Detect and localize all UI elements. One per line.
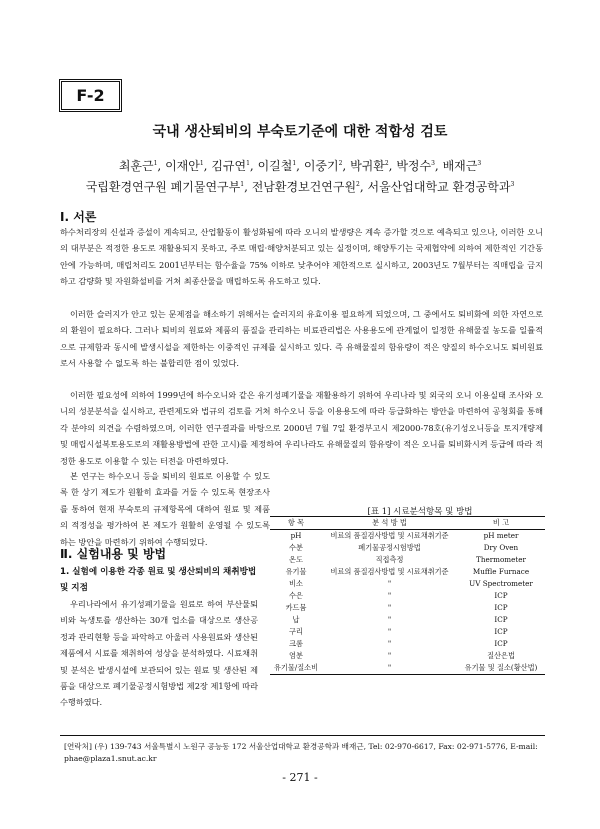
- table-cell: UV Spectrometer: [469, 579, 533, 588]
- table-cell: pH: [290, 531, 302, 540]
- table-row: [270, 614, 545, 626]
- page-number: - 271 -: [282, 771, 318, 784]
- table-cell: 비소: [289, 579, 303, 588]
- table-row: [270, 626, 545, 638]
- table-cell: 유기물: [285, 567, 307, 576]
- affiliation-mark: 1: [240, 181, 245, 188]
- author-affiliation-mark: 1: [199, 160, 204, 167]
- intro-paragraph-1: 하수처리장의 신설과 증설이 계속되고, 산업활동이 활성화됨에 따라 오니의 발생량은 계속 증가할 것으로 예측되고 있으나, 이러한 오니의 대부분은 적정한 용도로 재활용되지 못하고, 주로 매립·해양처분되고 있는 실정이며, 해양투기는 국제협약에 의하여 제한적인 기간동안에 가능하며, 매립처리도 2001년부터는 함수율을 75% 이하로 낮추어야 제한적으로 실시하고, 2003년도 7월부터는 직매립을 금지하고 감량화 및 자원화설비를 거쳐 최종산물을 매립하도록 유도하고 있다.: [60, 227, 543, 287]
- table-cell: 유기물 및 질소(황산법): [464, 663, 538, 672]
- paper-title: 국내 생산퇴비의 부숙토기준에 대한 적합성 검토: [152, 124, 448, 140]
- table-cell: ": [387, 651, 392, 660]
- table-cell: 염분: [289, 651, 303, 660]
- table-cell: ICP: [494, 615, 508, 624]
- table-cell: 비료의 품질검사방법 및 시료채취기준: [330, 531, 449, 540]
- table-cell: ": [387, 663, 392, 672]
- author-name: 김규연: [211, 159, 247, 173]
- author-affiliation-mark: 3: [477, 160, 482, 167]
- table-cell: 비료의 품질검사방법 및 시료채취기준: [330, 567, 449, 576]
- table-header-cell: 비 고: [492, 518, 510, 527]
- table-cell: ": [387, 615, 392, 624]
- table-row: [270, 662, 545, 675]
- subsection1-heading: 1. 실험에 이용한 각종 원료 및 생산퇴비의 채취방법 및 지점: [60, 567, 257, 593]
- table-row: [270, 590, 545, 602]
- table-cell: ": [387, 627, 392, 636]
- table-cell: 수은: [289, 591, 303, 600]
- table-cell: 크롬: [289, 639, 303, 648]
- table-cell: ": [387, 639, 392, 648]
- author-affiliation-mark: 1: [246, 160, 250, 167]
- author-name: 이재안: [165, 159, 200, 173]
- table-cell: pH meter: [483, 531, 519, 540]
- author-list: 최훈근$^1$, 이재안$^1$, 김규연$^1$, 이길철$^1$, 이중기$^2$, 박귀환$^2$, 박정수$^3$, 배재근$^3$: [118, 159, 482, 173]
- author-name: 배재근: [442, 159, 478, 173]
- affiliation-mark: 3: [510, 181, 515, 188]
- table-cell: 직접측정: [375, 555, 404, 564]
- author-name: 박정수: [396, 159, 432, 173]
- affiliation-list: 국립환경연구원 폐기물연구부$^1$, 전남환경보건연구원$^2$, 서울산업대학교 환경공학과$^3$: [85, 180, 515, 194]
- table-row: [270, 554, 545, 566]
- author-name: 박귀환: [350, 159, 385, 173]
- section-code-box: F-2: [59, 79, 122, 112]
- affiliation-name: 서울산업대학교 환경공학과: [367, 180, 511, 194]
- table-cell: ": [387, 591, 392, 600]
- affiliation-name: 전남환경보건연구원: [251, 180, 357, 194]
- section2-heading: Ⅱ. 실험내용 및 방법: [60, 547, 167, 561]
- table-cell: 온도: [289, 555, 303, 564]
- method-paragraph: 우리나라에서 유기성폐기물을 원료로 하여 부산물퇴비와 녹생토를 생산하는 30개 업소를 대상으로 생산공정과 관리현황 등을 파악하고 아울러 사용원료와 생산된 제품에서 시료를 채취하여 성상을 분석하였다. 시료채취 및 분석은 발생시설에 보관되어 있는 원료 및 생산된 제품을 대상으로 폐기물공정시험방법 제2장 제1항에 따라 수행하였다.: [60, 599, 258, 708]
- author-name: 이길철: [257, 159, 293, 173]
- contact-footnote: [연락처] (우) 139-743 서울특별시 노원구 공능동 172 서울산업대학교 환경공학과 배재근, Tel: 02-970-6617, Fax: 02-971-5776, E-mail: phae@plaza1.snut.ac.kr: [64, 742, 538, 763]
- table-row: [270, 650, 545, 662]
- intro-paragraph-4: 본 연구는 하수오니 등을 퇴비의 원료로 이용할 수 있도록 한 상기 제도가 원활히 효과를 거둘 수 있도록 현장조사를 통하여 현재 부숙토의 규제항목에 대하여 원료 및 제품의 적정성을 평가하여 본 제도가 원활히 운영될 수 있도록 하는 방안을 마련하기 위하여 수행되었다.: [60, 471, 270, 547]
- section1-heading: Ⅰ. 서론: [60, 210, 97, 224]
- table-cell: 폐기물공정시험방법: [358, 543, 421, 552]
- table-row: [270, 638, 545, 650]
- table-header-cell: 분 석 방 법: [372, 518, 407, 527]
- author-name: 이중기: [303, 159, 339, 173]
- table-cell: ICP: [494, 591, 508, 600]
- table-cell: Muffle Furnace: [472, 567, 530, 576]
- table-cell: Thermometer: [476, 555, 526, 564]
- table-row: [270, 602, 545, 614]
- table-cell: ICP: [494, 603, 508, 612]
- author-affiliation-mark: 2: [338, 160, 343, 167]
- author-affiliation-mark: 3: [431, 160, 435, 167]
- table-cell: ": [387, 579, 392, 588]
- table-cell: 유기물/질소비: [273, 663, 319, 672]
- author-affiliation-mark: 1: [292, 160, 297, 167]
- table-cell: 수분: [289, 543, 303, 552]
- table-row: [270, 530, 545, 543]
- table-row: [270, 578, 545, 590]
- table-cell: 납: [292, 615, 300, 624]
- footnote-rule: [60, 735, 545, 736]
- table-row: [270, 542, 545, 554]
- table-cell: Dry Oven: [483, 543, 519, 552]
- affiliation-name: 국립환경연구원 폐기물연구부: [85, 180, 241, 194]
- author-affiliation-mark: 2: [384, 160, 389, 167]
- table-cell: ": [387, 603, 392, 612]
- affiliation-mark: 2: [356, 181, 360, 188]
- author-affiliation-mark: 1: [153, 160, 158, 167]
- table-cell: 구리: [289, 627, 303, 636]
- table-header-row: [270, 517, 545, 530]
- table-row: [270, 566, 545, 578]
- table-cell: ICP: [494, 627, 508, 636]
- table-cell: ICP: [494, 639, 508, 648]
- table-cell: 카드뮴: [285, 603, 307, 612]
- table-header-cell: 항 목: [287, 518, 305, 527]
- table-caption: [표 1] 시료분석항목 및 방법: [367, 507, 473, 517]
- analysis-methods-table: [270, 516, 545, 675]
- table-cell: 질산은법: [487, 651, 515, 660]
- intro-paragraph-3: 이러한 필요성에 의하여 1999년에 하수오니와 같은 유기성폐기물을 재활용하기 위하여 우리나라 및 외국의 오니 이용실태 조사와 오니의 성분분석을 실시하고, 관련제도와 법규의 검토를 거쳐 하수오니 등을 이용용도에 따라 등급화하는 방안을 마련하여 공청회를 통해 각 분야의 의견을 수렴하였으며, 이러한 연구결과를 바탕으로 2000년 7월 7일 환경부고시 제2000-78호(유기성오니등을 토지개량제 및 매립시설복토용도로의 재활용방법에 관한 고시)를 제정하여 우리나라도 유해물질의 함유량이 적은 오니를 퇴비화시켜 등급에 따라 적정한 용도로 이용할 수 있는 터전을 마련하였다.: [60, 390, 543, 466]
- intro-paragraph-2: 이러한 슬러지가 안고 있는 문제점을 해소하기 위해서는 슬러지의 유효이용 필요하게 되었으며, 그 중에서도 퇴비화에 의한 자연으로의 환원이 필요하다. 그러나 퇴비의 원료와 제품의 품질을 관리하는 비료관리법은 사용용도에 관계없이 일정한 유해물질 농도를 일률적으로 규제함과 동시에 발생시설을 제한하는 이중적인 규제를 실시하고 있다. 즉 유해물질의 함유량이 적은 양질의 하수오니도 퇴비원료로서 사용할 수 없도록 하는 불합리한 점이 있었다.: [60, 309, 543, 369]
- author-name: 최훈근: [118, 159, 154, 173]
